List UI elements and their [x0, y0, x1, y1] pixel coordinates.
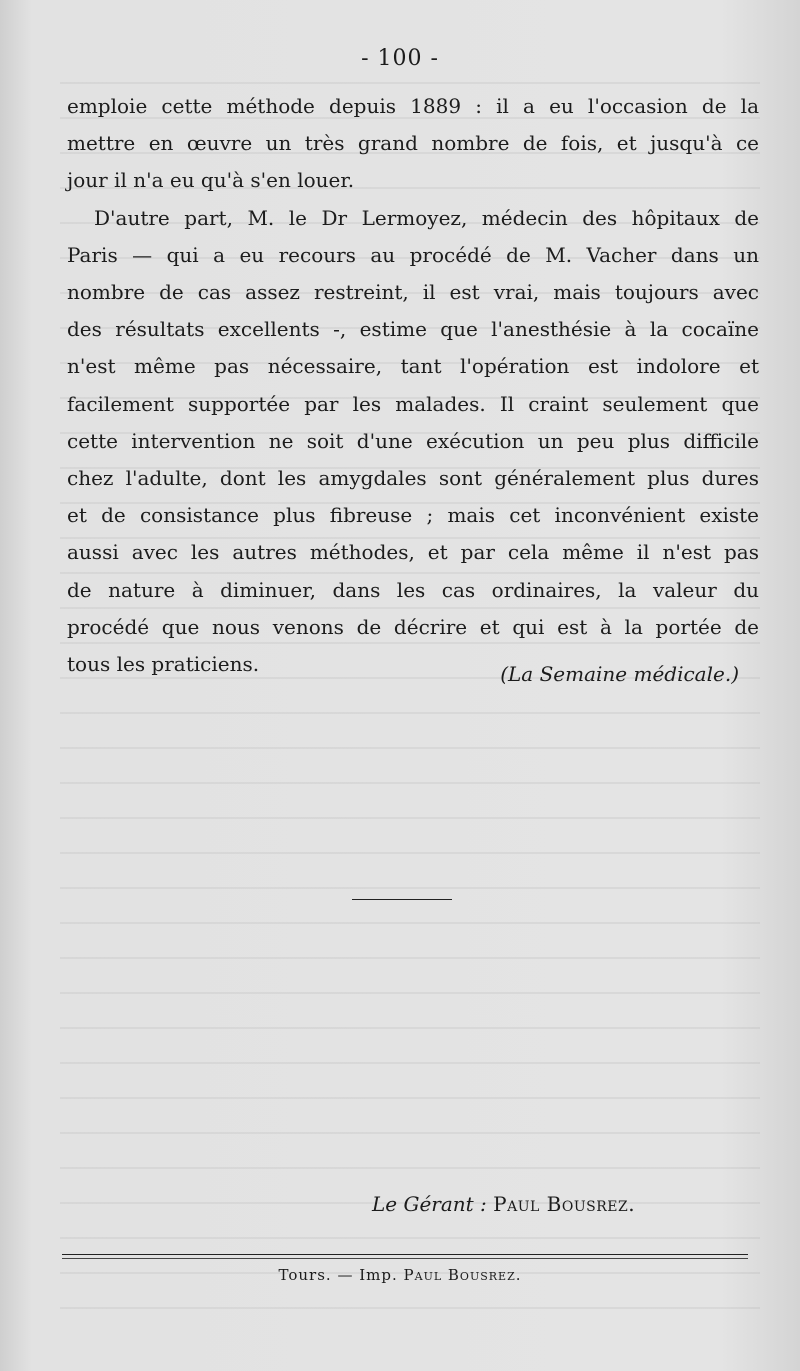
body-line: des résultats excellents -, estime que l'anesthésie à la cocaïne — [67, 317, 759, 342]
page-number: - 100 - — [361, 46, 439, 71]
article-body — [67, 88, 759, 683]
body-line: Paris — qui a eu recours au procédé de M. Vacher dans un — [67, 242, 759, 267]
body-line: de nature à diminuer, dans les cas ordinaires, la valeur du — [67, 577, 759, 602]
manager-role: Le Gérant : — [372, 1192, 487, 1216]
body-line: n'est même pas nécessaire, tant l'opération est indolore et — [67, 354, 759, 379]
body-line: et de consistance plus fibreuse ; mais cet inconvénient existe — [67, 503, 759, 528]
body-line: facilement supportée par les malades. Il craint seulement que — [67, 391, 759, 416]
body-line: jour il n'a eu qu'à s'en louer. — [67, 168, 355, 193]
body-line: cette intervention ne soit d'une exécution un peu plus difficile — [67, 428, 759, 453]
body-line: nombre de cas assez restreint, il est vrai, mais toujours avec — [67, 280, 759, 305]
body-line: mettre en œuvre un très grand nombre de fois, et jusqu'à ce — [67, 131, 759, 156]
body-line: chez l'adulte, dont les amygdales sont généralement plus dures — [67, 466, 759, 491]
section-separator — [352, 899, 452, 900]
imprint-prefix: Tours. — Imp. — [278, 1266, 398, 1284]
body-line: aussi avec les autres méthodes, et par cela même il n'est pas — [67, 540, 759, 565]
imprint-name: Paul Bousrez. — [403, 1266, 522, 1284]
manager-name: Paul Bousrez. — [493, 1192, 636, 1216]
body-line: procédé que nous venons de décrire et qui est à la portée de — [67, 614, 759, 639]
body-line: D'autre part, M. le Dr Lermoyez, médecin des hôpitaux de — [94, 205, 759, 230]
footer-rule-thin — [62, 1258, 748, 1259]
manager-signature — [372, 1192, 635, 1216]
body-line: emploie cette méthode depuis 1889 : il a eu l'occasion de la — [67, 94, 759, 118]
footer-rule — [62, 1254, 748, 1255]
source-citation: (La Semaine médicale.) — [500, 662, 739, 686]
printer-imprint — [0, 1266, 800, 1284]
body-line: tous les praticiens. — [67, 652, 260, 677]
